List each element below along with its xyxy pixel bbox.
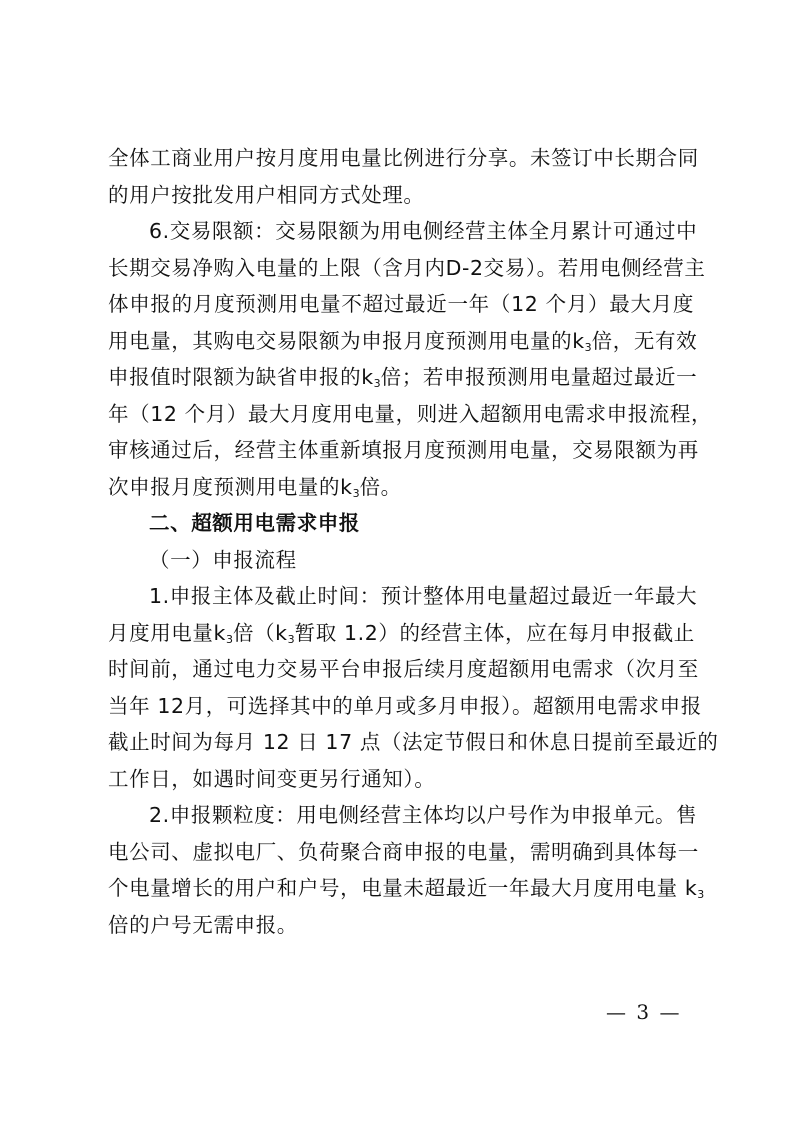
- text-line: 长期交易净购入电量的上限（含月内D-2交易）。若用电侧经营主: [108, 255, 706, 280]
- page-number: — 3 —: [606, 1000, 682, 1024]
- text-line: 全体工商业用户按月度用电量比例进行分享。未签订中长期合同: [108, 146, 699, 170]
- text-line: 审核通过后，经营主体重新填报月度预测用电量，交易限额为再: [108, 438, 699, 462]
- text-line: 1.申报主体及截止时间：预计整体用电量超过最近一年最大: [149, 584, 698, 608]
- text-line: 的用户按批发用户相同方式处理。: [108, 182, 425, 207]
- text-line: 电公司、虚拟电厂、负荷聚合商申报的电量，需明确到具体每一: [108, 839, 699, 864]
- text-line: 时间前，通过电力交易平台申报后续月度超额用电需求（次月至: [108, 657, 699, 681]
- text-line: 申报值时限额为缺省申报的$k_3$倍；若申报预测用电量超过最近一: [108, 365, 698, 390]
- text-line: 2.申报颗粒度：用电侧经营主体均以户号作为申报单元。售: [149, 803, 698, 827]
- section-heading: 二、超额用电需求申报: [149, 511, 360, 535]
- subsection-heading: （一）申报流程: [149, 547, 297, 572]
- text-line: 体申报的月度预测用电量不超过最近一年（12 个月）最大月度: [108, 292, 694, 316]
- text-line: 截止时间为每月 12 日 17 点（法定节假日和休息日提前至最近的: [108, 730, 719, 754]
- text-line: 月度用电量$k_3$倍（$k_3$暂取 1.2）的经营主体，应在每月申报截止: [108, 620, 695, 646]
- text-line: 个电量增长的用户和户号，电量未超最近一年最大月度用电量 $k_3$: [108, 876, 705, 901]
- text-line: 当年 12月，可选择其中的单月或多月申报）。超额用电需求申报: [108, 693, 702, 718]
- document-body: [108, 140, 719, 943]
- text-line: 工作日，如遇时间变更另行通知）。: [108, 766, 436, 791]
- text-line: 用电量，其购电交易限额为申报月度预测用电量的$k_3$倍，无有效: [108, 328, 698, 354]
- text-line: 年（12 个月）最大月度用电量，则进入超额用电需求申报流程，: [108, 401, 713, 426]
- text-line: 次申报月度预测用电量的$k_3$倍。: [108, 474, 402, 500]
- text-line: 倍的户号无需申报。: [108, 912, 298, 937]
- text-line: 6.交易限额：交易限额为用电侧经营主体全月累计可通过中: [149, 219, 698, 243]
